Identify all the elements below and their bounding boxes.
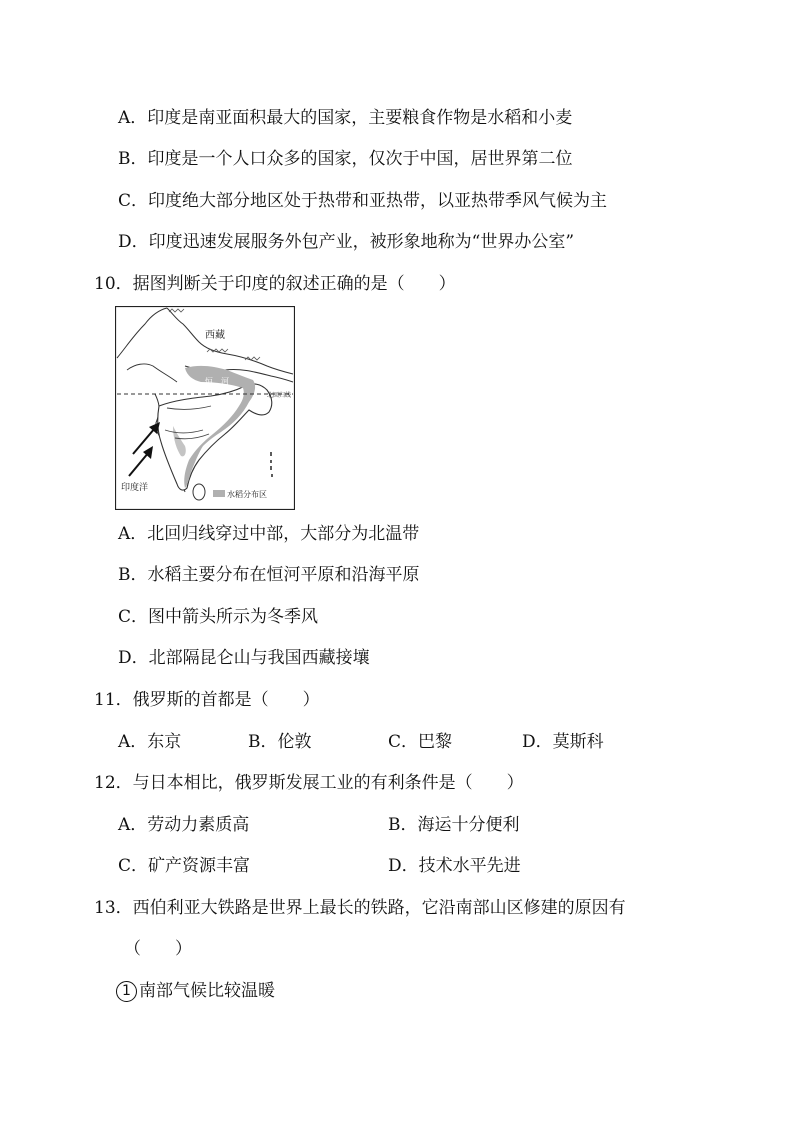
- q9-option-b: B．印度是一个人口众多的国家，仅次于中国，居世界第二位: [118, 149, 573, 169]
- q12-option-d: D．技术水平先进: [388, 856, 521, 876]
- label-ganges: 恒 河: [205, 377, 229, 386]
- q13-blank: （ ）: [124, 939, 192, 959]
- q11-option-b: B．伦敦: [248, 732, 312, 752]
- q13-item-1: [116, 979, 275, 1003]
- circled-number-1: 1: [116, 981, 137, 1002]
- q12-stem: 12．与日本相比，俄罗斯发展工业的有利条件是（ ）: [94, 773, 524, 793]
- q10-option-b: B．水稻主要分布在恒河平原和沿海平原: [118, 565, 420, 585]
- q13-stem: 13．西伯利亚大铁路是世界上最长的铁路，它沿南部山区修建的原因有: [94, 898, 626, 918]
- q11-option-c: C．巴黎: [388, 732, 453, 752]
- label-legend: 水稻分布区: [227, 490, 267, 499]
- q12-option-b: B．海运十分便利: [388, 815, 520, 835]
- label-tropic: 北回归线: [267, 392, 292, 399]
- q10-option-d: D．北部隔昆仑山与我国西藏接壤: [118, 648, 370, 668]
- q9-option-a: A．印度是南亚面积最大的国家，主要粮食作物是水稻和小麦: [118, 108, 573, 128]
- q11-stem: 11．俄罗斯的首都是（ ）: [94, 690, 320, 710]
- q12-option-a: A．劳动力素质高: [118, 815, 250, 835]
- q9-option-c: C．印度绝大部分地区处于热带和亚热带，以亚热带季风气候为主: [118, 191, 608, 211]
- q10-option-c: C．图中箭头所示为冬季风: [118, 607, 319, 627]
- q11-option-d: D．莫斯科: [522, 732, 604, 752]
- q11-option-a: A．东京: [118, 732, 182, 752]
- q10-option-a: A．北回归线穿过中部，大部分为北温带: [118, 524, 420, 544]
- q10-stem: 10．据图判断关于印度的叙述正确的是（ ）: [94, 274, 456, 294]
- q9-option-d: D．印度迅速发展服务外包产业，被形象地称为“世界办公室”: [118, 232, 575, 252]
- label-tibet: 西藏: [205, 330, 225, 341]
- label-indian-ocean: 印度洋: [121, 483, 149, 493]
- q13-item-1-text: 南部气候比较温暖: [139, 981, 275, 1001]
- q12-option-c: C．矿产资源丰富: [118, 856, 251, 876]
- india-map: [115, 306, 295, 510]
